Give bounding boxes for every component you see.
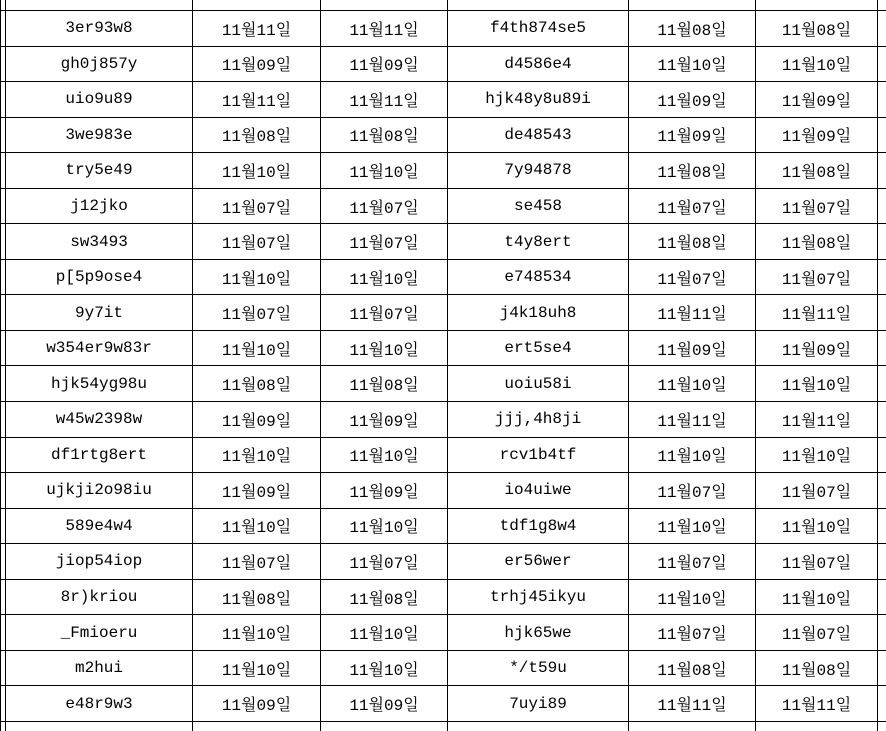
- date-cell[interactable]: 11월10일: [193, 437, 321, 473]
- date-cell[interactable]: 11월11일: [756, 402, 878, 438]
- table-row: [1, 615, 886, 651]
- id-cell[interactable]: tdf1g8w4: [448, 508, 629, 544]
- clipped-cell: [878, 46, 886, 82]
- clipped-cell: [878, 11, 886, 47]
- date-cell[interactable]: 11월10일: [321, 153, 448, 189]
- date-cell[interactable]: 11월09일: [321, 402, 448, 438]
- id-cell[interactable]: hjk48y8u89i: [448, 82, 629, 118]
- clipped-cell: [756, 0, 878, 11]
- clipped-cell: [878, 508, 886, 544]
- clipped-cell: [878, 117, 886, 153]
- date-cell[interactable]: 11월10일: [321, 330, 448, 366]
- date-cell[interactable]: 11월10일: [193, 508, 321, 544]
- id-cell[interactable]: */t59u: [448, 650, 629, 686]
- table-row: [1, 82, 886, 118]
- id-cell[interactable]: de48543: [448, 117, 629, 153]
- date-cell[interactable]: 11월08일: [321, 117, 448, 153]
- date-cell[interactable]: 11월10일: [193, 153, 321, 189]
- clipped-cell: [6, 721, 193, 731]
- id-cell[interactable]: er56wer: [448, 544, 629, 580]
- date-cell[interactable]: 11월09일: [756, 330, 878, 366]
- id-cell[interactable]: hjk65we: [448, 615, 629, 651]
- id-cell[interactable]: trhj45ikyu: [448, 579, 629, 615]
- clipped-cell: [6, 0, 193, 11]
- table-row: [1, 508, 886, 544]
- clipped-cell: [878, 437, 886, 473]
- date-cell[interactable]: 11월09일: [321, 686, 448, 722]
- id-cell[interactable]: jiop54iop: [6, 544, 193, 580]
- date-cell[interactable]: 11월08일: [193, 579, 321, 615]
- id-cell[interactable]: uoiu58i: [448, 366, 629, 402]
- date-cell[interactable]: 11월07일: [321, 188, 448, 224]
- date-cell[interactable]: 11월11일: [321, 82, 448, 118]
- date-cell[interactable]: 11월09일: [629, 330, 756, 366]
- date-cell[interactable]: 11월10일: [756, 508, 878, 544]
- table-row: [1, 330, 886, 366]
- date-cell[interactable]: 11월07일: [193, 188, 321, 224]
- table-row: [1, 366, 886, 402]
- id-cell[interactable]: 3we983e: [6, 117, 193, 153]
- date-cell[interactable]: 11월07일: [629, 544, 756, 580]
- date-cell[interactable]: 11월10일: [629, 46, 756, 82]
- date-cell[interactable]: 11월08일: [321, 366, 448, 402]
- date-cell[interactable]: 11월08일: [629, 650, 756, 686]
- date-cell[interactable]: 11월07일: [321, 544, 448, 580]
- date-cell[interactable]: 11월09일: [193, 473, 321, 509]
- date-cell[interactable]: 11월10일: [629, 366, 756, 402]
- id-cell[interactable]: 7y94878: [448, 153, 629, 189]
- date-cell[interactable]: 11월11일: [321, 11, 448, 47]
- id-cell[interactable]: gh0j857y: [6, 46, 193, 82]
- id-cell[interactable]: uio9u89: [6, 82, 193, 118]
- date-cell[interactable]: 11월09일: [193, 686, 321, 722]
- date-cell[interactable]: 11월10일: [321, 259, 448, 295]
- id-cell[interactable]: f4th874se5: [448, 11, 629, 47]
- id-cell[interactable]: m2hui: [6, 650, 193, 686]
- table-row: [1, 402, 886, 438]
- date-cell[interactable]: 11월07일: [193, 544, 321, 580]
- date-cell[interactable]: 11월11일: [756, 295, 878, 331]
- clipped-cell: [321, 0, 448, 11]
- date-cell[interactable]: 11월07일: [756, 473, 878, 509]
- clipped-cell: [878, 615, 886, 651]
- clipped-cell: [878, 366, 886, 402]
- clipped-cell: [448, 721, 629, 731]
- id-cell[interactable]: _Fmioeru: [6, 615, 193, 651]
- clipped-cell: [878, 188, 886, 224]
- clipped-cell: [878, 82, 886, 118]
- date-cell[interactable]: 11월10일: [756, 366, 878, 402]
- date-cell[interactable]: 11월10일: [756, 579, 878, 615]
- table-row: [1, 579, 886, 615]
- date-cell[interactable]: 11월09일: [629, 82, 756, 118]
- date-cell[interactable]: 11월07일: [193, 224, 321, 260]
- clipped-cell: [878, 153, 886, 189]
- table-row: [1, 11, 886, 47]
- date-cell[interactable]: 11월11일: [629, 686, 756, 722]
- date-cell[interactable]: 11월07일: [629, 259, 756, 295]
- id-cell[interactable]: rcv1b4tf: [448, 437, 629, 473]
- date-cell[interactable]: 11월10일: [321, 650, 448, 686]
- clipped-cell: [878, 0, 886, 11]
- clipped-cell: [878, 544, 886, 580]
- id-cell[interactable]: sw3493: [6, 224, 193, 260]
- table-row: [1, 46, 886, 82]
- table-row: [1, 117, 886, 153]
- date-cell[interactable]: 11월07일: [321, 295, 448, 331]
- id-cell[interactable]: df1rtg8ert: [6, 437, 193, 473]
- date-cell[interactable]: 11월09일: [756, 82, 878, 118]
- table-row: [1, 437, 886, 473]
- date-cell[interactable]: 11월08일: [193, 117, 321, 153]
- table-row: [1, 259, 886, 295]
- date-cell[interactable]: 11월07일: [193, 295, 321, 331]
- id-cell[interactable]: io4uiwe: [448, 473, 629, 509]
- id-cell[interactable]: e748534: [448, 259, 629, 295]
- table-row: [1, 686, 886, 722]
- date-cell[interactable]: 11월09일: [193, 46, 321, 82]
- id-cell[interactable]: p[5p9ose4: [6, 259, 193, 295]
- id-cell[interactable]: w45w2398w: [6, 402, 193, 438]
- date-cell[interactable]: 11월10일: [321, 437, 448, 473]
- clipped-cell: [878, 295, 886, 331]
- table-row: [1, 153, 886, 189]
- table-row: [1, 473, 886, 509]
- clipped-cell: [878, 473, 886, 509]
- table-body: [1, 0, 886, 731]
- clipped-cell: [878, 721, 886, 731]
- clipped-cell: [629, 721, 756, 731]
- date-cell[interactable]: 11월09일: [193, 402, 321, 438]
- date-cell[interactable]: 11월07일: [629, 188, 756, 224]
- clipped-cell: [878, 686, 886, 722]
- date-cell[interactable]: 11월07일: [756, 188, 878, 224]
- clipped-cell: [448, 0, 629, 11]
- date-cell[interactable]: 11월08일: [321, 579, 448, 615]
- table-row: [1, 650, 886, 686]
- id-cell[interactable]: j12jko: [6, 188, 193, 224]
- date-cell[interactable]: 11월11일: [756, 686, 878, 722]
- date-cell[interactable]: 11월07일: [756, 259, 878, 295]
- date-cell[interactable]: 11월09일: [629, 117, 756, 153]
- id-cell[interactable]: try5e49: [6, 153, 193, 189]
- id-cell[interactable]: e48r9w3: [6, 686, 193, 722]
- date-cell[interactable]: 11월10일: [193, 259, 321, 295]
- date-cell[interactable]: 11월10일: [193, 615, 321, 651]
- date-cell[interactable]: 11월07일: [629, 615, 756, 651]
- clipped-row-bottom: [1, 721, 886, 731]
- date-cell[interactable]: 11월10일: [629, 437, 756, 473]
- date-cell[interactable]: 11월07일: [321, 224, 448, 260]
- date-cell[interactable]: 11월08일: [193, 366, 321, 402]
- date-cell[interactable]: 11월07일: [629, 473, 756, 509]
- clipped-cell: [193, 721, 321, 731]
- date-cell[interactable]: 11월08일: [629, 153, 756, 189]
- date-cell[interactable]: 11월08일: [756, 650, 878, 686]
- id-cell[interactable]: se458: [448, 188, 629, 224]
- clipped-cell: [878, 330, 886, 366]
- clipped-row-top: [1, 0, 886, 11]
- id-cell[interactable]: w354er9w83r: [6, 330, 193, 366]
- table-row: [1, 544, 886, 580]
- id-cell[interactable]: 7uyi89: [448, 686, 629, 722]
- date-cell[interactable]: 11월10일: [321, 615, 448, 651]
- clipped-cell: [878, 259, 886, 295]
- id-cell[interactable]: jjj,4h8ji: [448, 402, 629, 438]
- date-cell[interactable]: 11월08일: [629, 224, 756, 260]
- clipped-cell: [756, 721, 878, 731]
- clipped-cell: [878, 224, 886, 260]
- id-cell[interactable]: 589e4w4: [6, 508, 193, 544]
- date-cell[interactable]: 11월08일: [629, 11, 756, 47]
- id-cell[interactable]: 8r)kriou: [6, 579, 193, 615]
- date-cell[interactable]: 11월10일: [629, 508, 756, 544]
- date-cell[interactable]: 11월08일: [756, 224, 878, 260]
- id-cell[interactable]: t4y8ert: [448, 224, 629, 260]
- clipped-cell: [629, 0, 756, 11]
- clipped-cell: [193, 0, 321, 11]
- id-cell[interactable]: ert5se4: [448, 330, 629, 366]
- date-cell[interactable]: 11월10일: [756, 46, 878, 82]
- id-cell[interactable]: 9y7it: [6, 295, 193, 331]
- table-row: [1, 224, 886, 260]
- date-cell[interactable]: 11월09일: [756, 117, 878, 153]
- id-cell[interactable]: j4k18uh8: [448, 295, 629, 331]
- date-cell[interactable]: 11월10일: [629, 579, 756, 615]
- id-cell[interactable]: d4586e4: [448, 46, 629, 82]
- date-cell[interactable]: 11월09일: [321, 473, 448, 509]
- table-row: [1, 188, 886, 224]
- id-cell[interactable]: hjk54yg98u: [6, 366, 193, 402]
- date-cell[interactable]: 11월09일: [321, 46, 448, 82]
- date-cell[interactable]: 11월11일: [629, 295, 756, 331]
- date-cell[interactable]: 11월11일: [629, 402, 756, 438]
- clipped-cell: [321, 721, 448, 731]
- table-row: [1, 295, 886, 331]
- date-cell[interactable]: 11월10일: [193, 650, 321, 686]
- date-cell[interactable]: 11월08일: [756, 11, 878, 47]
- date-cell[interactable]: 11월10일: [321, 508, 448, 544]
- date-cell[interactable]: 11월10일: [756, 437, 878, 473]
- date-cell[interactable]: 11월07일: [756, 544, 878, 580]
- date-cell[interactable]: 11월07일: [756, 615, 878, 651]
- date-cell[interactable]: 11월11일: [193, 11, 321, 47]
- clipped-cell: [878, 402, 886, 438]
- date-cell[interactable]: 11월08일: [756, 153, 878, 189]
- clipped-cell: [878, 650, 886, 686]
- id-cell[interactable]: ujkji2o98iu: [6, 473, 193, 509]
- date-cell[interactable]: 11월11일: [193, 82, 321, 118]
- id-cell[interactable]: 3er93w8: [6, 11, 193, 47]
- clipped-cell: [878, 579, 886, 615]
- date-cell[interactable]: 11월10일: [193, 330, 321, 366]
